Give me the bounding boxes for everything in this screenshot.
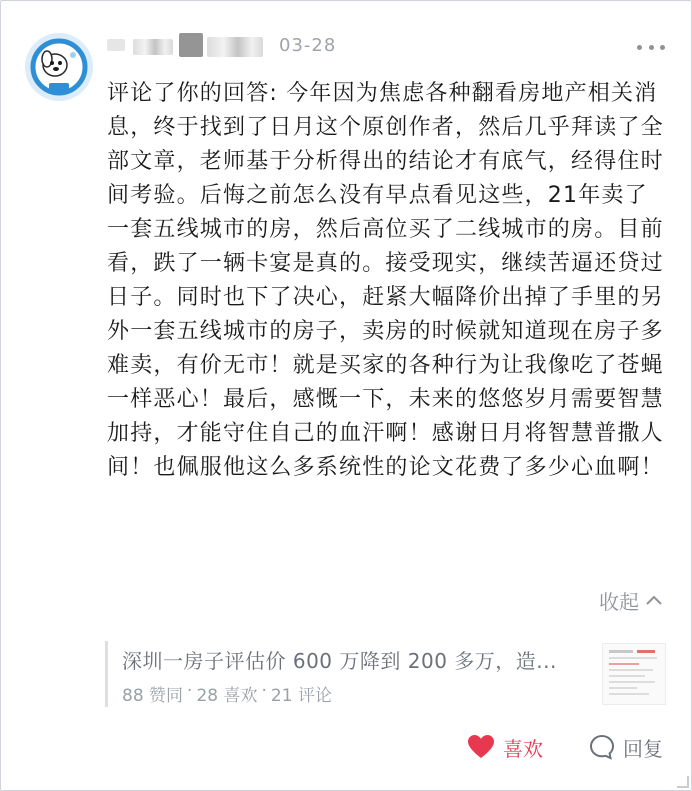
- more-dots-icon: [649, 45, 654, 50]
- more-dots-icon: [660, 45, 665, 50]
- stat-separator: ·: [187, 681, 193, 701]
- reply-label: 回复: [623, 736, 663, 761]
- quoted-answer[interactable]: [105, 641, 668, 707]
- likes-count: 88 赞同: [122, 686, 184, 706]
- collapse-button[interactable]: [599, 585, 663, 615]
- username-redacted: [179, 33, 203, 57]
- speech-bubble-icon: [589, 734, 615, 760]
- quoted-answer-stats: [122, 681, 332, 706]
- thumbnail-image: [603, 644, 665, 704]
- username-redacted: [133, 39, 173, 55]
- username-redacted: [107, 39, 125, 51]
- avatar[interactable]: [25, 33, 93, 101]
- like-button[interactable]: [467, 727, 543, 767]
- more-dots-icon: [637, 45, 642, 50]
- comment-header: [107, 31, 587, 61]
- stat-separator: ·: [261, 681, 267, 701]
- favorites-count: 28 喜欢: [196, 686, 258, 706]
- chevron-up-icon: [645, 594, 663, 606]
- reply-button[interactable]: [589, 727, 663, 767]
- corner-decoration: [677, 776, 689, 788]
- heart-icon: [467, 734, 495, 760]
- like-label: 喜欢: [503, 736, 543, 761]
- timestamp: 03-28: [279, 35, 337, 56]
- comments-count: 21 评论: [270, 686, 332, 706]
- comment-actions: [1, 727, 691, 767]
- quoted-answer-thumbnail[interactable]: [602, 643, 666, 705]
- quoted-answer-title[interactable]: 深圳一房子评估价 600 万降到 200 多万，造...: [122, 649, 557, 673]
- comment-text: 评论了你的回答: 今年因为焦虑各种翻看房地产相关消息，终于找到了日月这个原创作者，然后几乎拜读了全部文章，老师基于分析得出的结论才有底气，经得住时间考验。后悔之前怎么没有早点看见这些，21年卖了一套五线城市的房，然后高位买了二线城市的房。目前看，跌了一辆卡宴是真的。接受现实，继续苦逼还贷过日子。同时也下了决心，赶紧大幅降价出掉了手里的另外一套五线城市的房子，卖房的时候就知道现在房子多难卖，有价无市！就是买家的各种行为让我像吃了苍蝇一样恶心！最后，感慨一下，未来的悠悠岁月需要智慧加持，才能守住自己的血汗啊！感谢日月将智慧普撒人间！也佩服他这么多系统性的论文花费了多少心血啊！: [107, 81, 664, 480]
- more-button[interactable]: [637, 35, 665, 59]
- dog-astronaut-avatar-icon: [25, 33, 93, 101]
- collapse-label: 收起: [599, 589, 639, 614]
- username-redacted: [207, 37, 263, 57]
